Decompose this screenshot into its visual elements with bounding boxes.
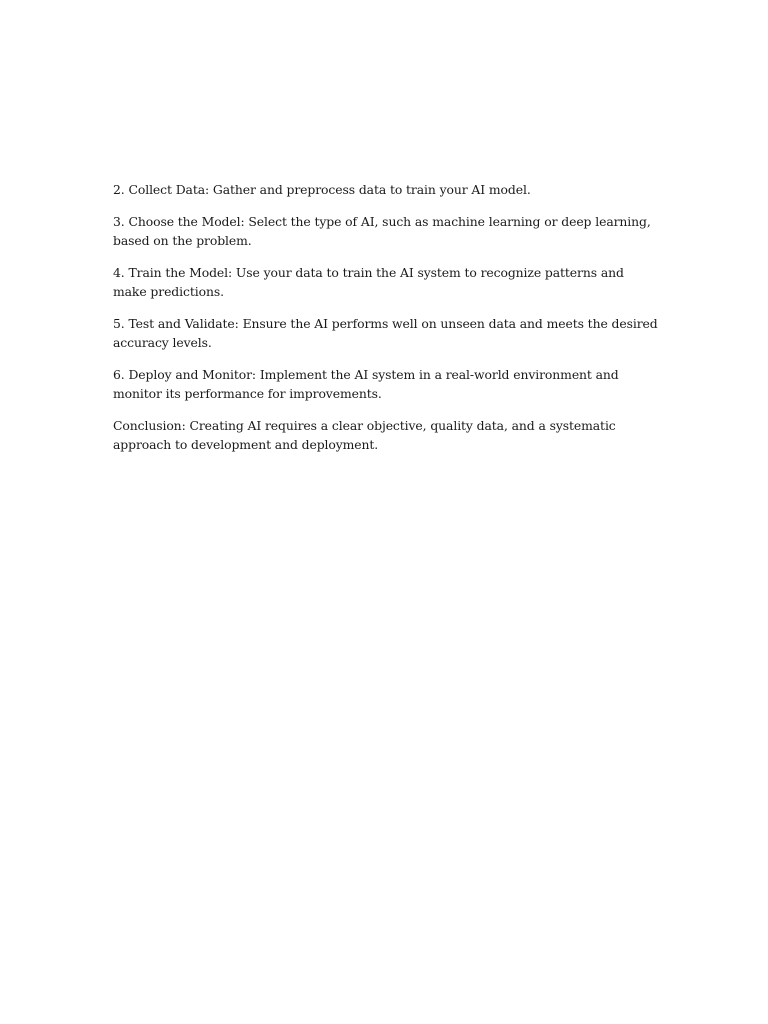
step-test-validate: 5. Test and Validate: Ensure the AI performs well on unseen data and meets the desired accuracy levels.: [113, 315, 658, 350]
step-train-model: 4. Train the Model: Use your data to train the AI system to recognize patterns and make predictions.: [113, 264, 624, 299]
step-collect-data: 2. Collect Data: Gather and preprocess data to train your AI model.: [113, 182, 531, 197]
step-deploy-monitor: 6. Deploy and Monitor: Implement the AI system in a real-world environment and monitor its performance for improvements.: [113, 366, 619, 401]
document-body: [113, 180, 658, 467]
step-choose-model: 3. Choose the Model: Select the type of AI, such as machine learning or deep learning, based on the problem.: [113, 213, 651, 248]
conclusion-paragraph: Conclusion: Creating AI requires a clear objective, quality data, and a systematic approach to development and deployment.: [113, 417, 616, 452]
